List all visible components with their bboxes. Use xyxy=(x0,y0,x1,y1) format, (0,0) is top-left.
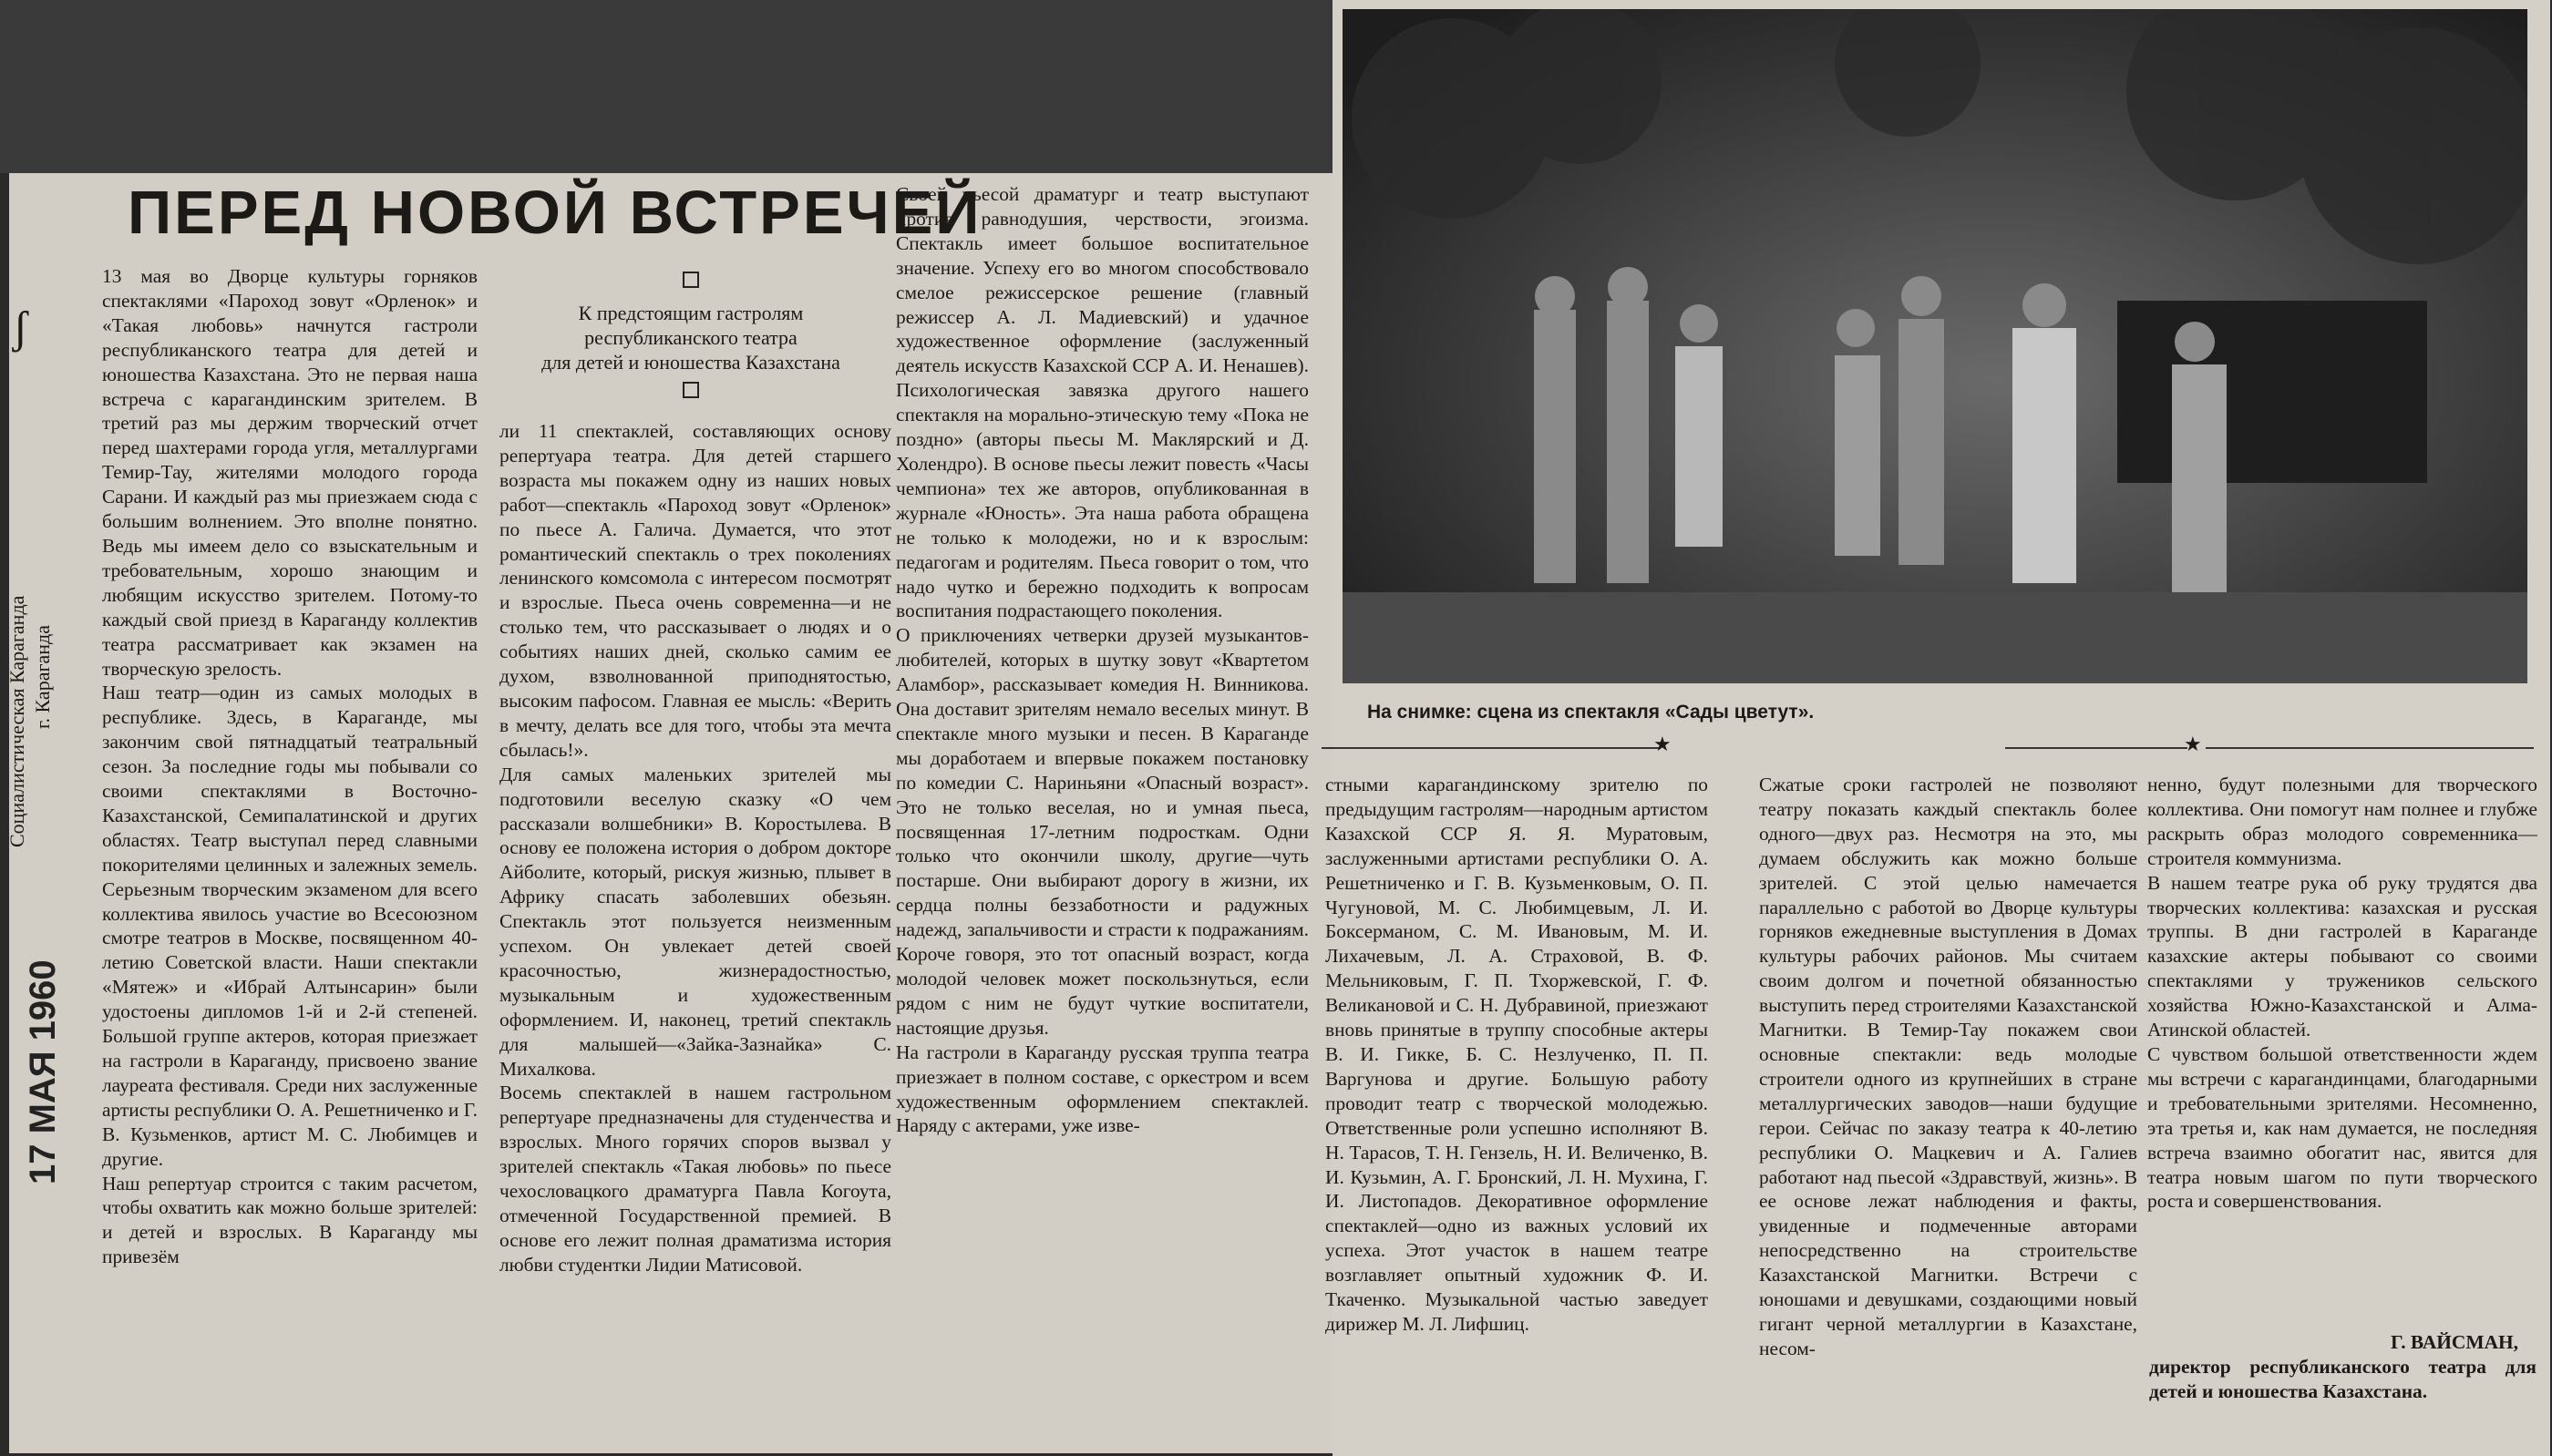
newspaper-city: г. Караганда xyxy=(31,625,54,729)
separator-star-right: ★ xyxy=(2184,733,2202,756)
separator-star-left: ★ xyxy=(1653,733,1672,756)
photo-caption: На снимке: сцена из спектакля «Сады цветут». xyxy=(1367,702,1815,723)
article-column-1: 13 мая во Дворце культуры горняков спектаклями «Пароход зовут «Орленок» и «Такая любовь» начнутся гастроли республиканского театра для детей и юношества Казахстана. Это не первая наша встреча с карагандинским зрителем. В третий раз мы держим творческий отчет перед шахтерами города угля, металлургами Темир-Тау, жителями молодого города Сарани. И каждый раз мы приезжаем сюда с большим волнением. Это вполне понятно. Ведь мы имеем дело со взыскательным и требовательным, хорошо знающим и любящим искусство зрителем. Потому-то каждый свой приезд в Караганду коллектив театра рассматривает как экзамен на творческую зрелость. Наш театр—один из самых молодых в республике. Здесь, в Караганде, мы закончим свой пятнадцатый театральный сезон. За последние годы мы побывали со своими спектаклями в Восточно-Казахстанской, Семипалатинской и других областях. Театр выступал перед славными покорителями целинных и залежных земель. Серьезным творческим экзаменом для всего коллектива явилось участие во Всесоюзном смотре театров в Москве, посвященном 40-летию Советской власти. Наши спектакли «Мятеж» и «Ибрай Алтынсарин» были удостоены дипломов 1-й и 2-й степеней. Большой группе актеров, которая приезжает на гастроли в Караганду, присвоено звание лауреата фестиваля. Среди них заслуженные артисты республики О. А. Решетниченко и Г. В. Кузьменков, артист М. С. Любимцев и другие. Наш репертуар строится с таким расчетом, чтобы охватить как можно больше зрителей: и детей и взрослых. В Караганду мы привезём xyxy=(102,265,478,1268)
separator-rule-right xyxy=(2206,747,2534,749)
subheading-line-3: для детей и юношества Казахстана xyxy=(541,351,840,374)
subheading-line-2: республиканского театра xyxy=(584,326,798,349)
article-column-6: ненно, будут полезными для творческого коллектива. Они помогут нам полнее и глубже раскрыть образ молодого современника—строителя коммунизма. В нашем театре рука об руку трудятся два творческих коллектива: казахская и русская труппы. В дни гастролей в Караганде казахские актеры побывают со своими спектаклями у тружеников сельского хозяйства Южно-Казахстанской и Алма-Атинской областей. С чувством большой ответственности ждем мы встречи с карагандинцами, благодарными и требовательными зрителями. Несомненно, эта третья и, как нам думается, не последняя встреча взаимно обогатит нас, явится для театра новым шагом по пути творческого роста и совершенствования. xyxy=(2147,774,2537,1213)
article-column-2: ли 11 спектаклей, составляющих основу репертуара театра. Для детей старшего возраста мы покажем одну из наших новых работ—спектакль «Пароход зовут «Орленок» по пьесе А. Галича. Думается, что этот романтический спектакль о трех поколениях ленинского комсомола с интересом посмотрят и взрослые. Пьеса очень современна—и не столько тем, что рассказывает о людях и о событиях наших дней, сколько самим ее духом, взволнованной приподнятостью, высоким пафосом. Главная ее мысль: «Верить в мечту, делать все для того, чтобы эта мечта сбылась!». Для самых маленьких зрителей мы подготовили веселую сказку «О чем рассказали волшебники» В. Коростылева. В основу ее положена история о добром докторе Айболите, который, рискуя жизнью, плывет в Африку спасать заболевших обезьян. Спектакль этот пользуется неизменным успехом. Он увлекает детей своей красочностью, жизнерадостностью, музыкальным и художественным оформлением. И, наконец, третий спектакль для малышей—«Зайка-Зазнайка» С. Михалкова. Восемь спектаклей в нашем гастрольном репертуаре предназначены для студенчества и взрослых. Много горячих споров вызвал у зрителей спектакль «Такая любовь» по пьесе чехословацкого драматурга Павла Когоута, отмеченной Государственной премией. В основе его лежит полная драматизма история любви студентки Лидии Матисовой. xyxy=(499,420,891,1276)
stage-photo-illustration xyxy=(1343,9,2527,683)
article-column-4: стными карагандинскому зрителю по предыдущим гастролям—народным артистом Казахской ССР Я. Я. Муратовым, заслуженными артистами республики О. А. Решетниченко и Г. В. Кузьменковым, О. П. Чугуновой, М. С. Любимцевым, Л. И. Боксерманом, С. М. Ивановым, М. И. Лихачевым, Л. А. Страховой, В. Ф. Мельниковым, Г. П. Тхоржевской, Г. Ф. Великановой и С. Н. Дубравиной, приезжают вновь принятые в труппу способные актеры В. И. Гикке, Б. С. Незлученко, П. П. Варгунова и другие. Большую работу проводит театр с творческой молодежью. Ответственные роли успешно исполняют В. Н. Тарасов, Т. Н. Гензель, Н. И. Величенко, В. И. Кузьмин, А. Г. Бронский, Л. Н. Мухина, Г. И. Листопадов. Декоративное оформление спектаклей—одно из важных условий их успеха. Этот участок в нашем театре возглавляет опытный художник Ф. И. Ткаченко. Музыкальной частью заведует дирижер М. Л. Лифшиц. xyxy=(1325,774,1708,1335)
dark-background xyxy=(0,0,1333,173)
date-stamp: 17 МАЯ 1960 xyxy=(23,959,63,1184)
author-name: Г. ВАЙСМАН, xyxy=(2391,1331,2518,1353)
author-role: директор республиканского театра для детей и юношества Казахстана. xyxy=(2149,1355,2537,1402)
signature-block xyxy=(2149,1330,2537,1404)
box-ornament-top xyxy=(683,272,699,288)
separator-rule-mid xyxy=(2005,747,2187,749)
headline: ПЕРЕД НОВОЙ ВСТРЕЧЕЙ xyxy=(128,179,983,247)
separator-rule-left xyxy=(1322,747,1659,749)
subheading xyxy=(492,264,890,411)
article-column-3: Своей пьесой драматург и театр выступают против равнодушия, черствости, эгоизма. Спектакль имеет большое воспитательное значение. Успеху его во многом способствовало смелое режиссерское решение (главный режиссер А. Л. Мадиевский) и удачное художественное оформление (заслуженный деятель искусств Казахской ССР А. И. Ненашев). Психологическая завязка другого нашего спектакля на морально-этическую тему «Пока не поздно» (авторы пьесы М. Маклярский и Д. Холендро). В основе пьесы лежит повесть «Часы чемпиона» тех же авторов, опубликованная в журнале «Юность». Эта наша работа обращена не только к молодежи, но и к взрослым: педагогам и родителям. Пьеса говорит о том, что надо чутко и бережно подходить к вопросам воспитания подрастающего поколения. О приключениях четверки друзей музыкантов-любителей, которых в шутку зовут «Квартетом Аламбор», рассказывает комедия Н. Винникова. Она доставит зрителям немало веселых минут. В спектакле много музыки и песен. В Караганде мы доработаем и впервые покажем постановку по комедии С. Нариньяни «Опасный возраст». Это не только веселая, но и умная пьеса, посвященная 17-летним подросткам. Одни только что окончили школу, другие—чуть постарше. Они выбирают дорогу в жизни, их сердца полны беззаботности и радужных надежд, запальчивости и страсти к подражаниям. Короче говоря, это тот опасный возраст, когда молодой человек может поскользнуться, если рядом с ним не будут чуткие воспитатели, настоящие друзья. На гастроли в Караганду русская труппа театра приезжает в полном составе, с оркестром и всем художественным оформлением спектаклей. Наряду с актерами, уже изве- xyxy=(896,183,1309,1137)
subheading-line-1: К предстоящим гастролям xyxy=(578,302,804,324)
box-ornament-bottom xyxy=(683,382,699,398)
newspaper-name: Социалистическая Караганда xyxy=(5,595,28,847)
article-column-5: Сжатые сроки гастролей не позволяют театру показать каждый спектакль более одного—двух раз. Несмотря на это, мы думаем обслужить как можно больше зрителей. С этой целью намечается параллельно с работой во Дворце культуры горняков ежедневные выступления в Домах культуры рабочих районов. Мы считаем своим долгом и почетной обязанностью выступить перед строителями Казахстанской Магнитки. В Темир-Тау покажем свои основные спектакли: ведь молодые строители одного из крупнейших в стране металлургических заводов—наши будущие герои. Сейчас по заказу театра к 40-летию республики О. Мацкевич и А. Галиев работают над пьесой «Здравствуй, жизнь». В ее основе лежат наблюдения и факты, увиденные и подмеченные авторами непосредственно на строительстве Казахстанской Магнитки. Встречи с юношами и девушками, создающими новый гигант черной металлургии в Казахстане, несом- xyxy=(1759,774,2137,1359)
stage-photo xyxy=(1343,9,2527,683)
pen-mark: ʃ xyxy=(13,302,28,353)
